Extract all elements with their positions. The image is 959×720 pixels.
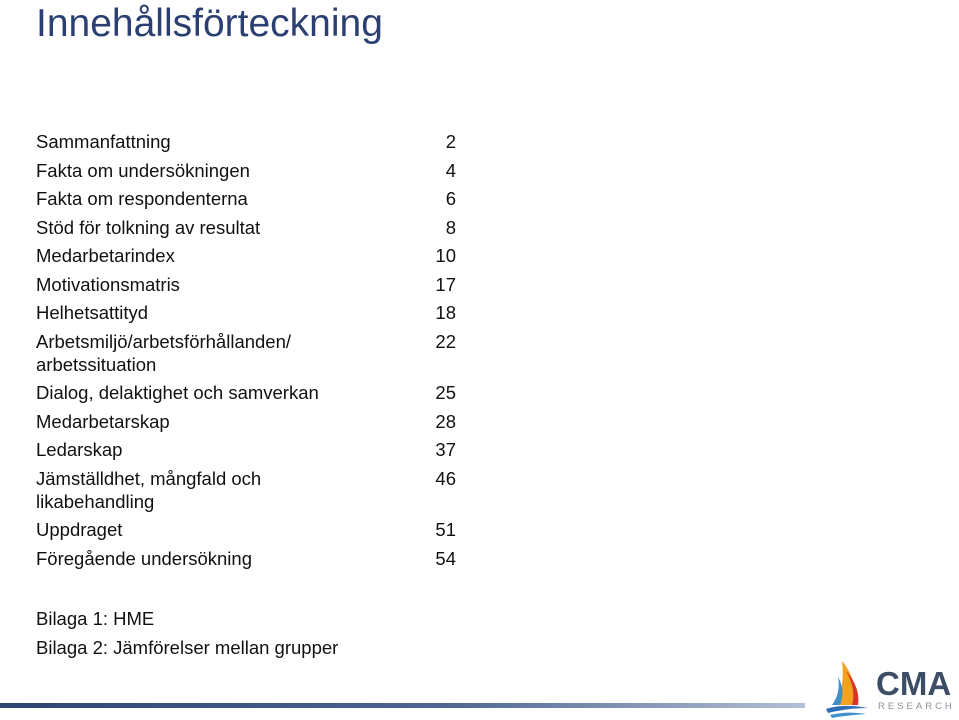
appendix-item: Bilaga 2: Jämförelser mellan grupper [36,637,339,658]
footer-bar [0,703,805,708]
toc-entry-page: 22 [435,330,456,352]
toc-entry-page: 2 [445,131,456,152]
toc-entry-page: 46 [435,467,456,489]
toc-entry [36,216,456,239]
appendix-list [36,607,338,665]
toc-entry-label: Medarbetarindex [36,245,175,266]
logo-wordmark: CMA [876,665,952,702]
toc-entry-page: 6 [445,188,456,209]
toc-entry-label: Ledarskap [36,439,123,460]
toc-entry-page: 10 [435,245,456,266]
toc-entry [36,438,456,461]
toc-entry-page: 25 [435,382,456,403]
toc-entry-label: Sammanfattning [36,131,171,152]
toc-entry-page: 8 [445,216,456,238]
page-title: Innehållsförteckning [36,2,383,45]
logo-subtitle: RESEARCH [878,701,955,712]
toc-entry-page: 4 [445,159,456,181]
toc-entry-label: Fakta om undersökningen [36,159,250,181]
toc-entry-label: Föregående undersökning [36,547,252,569]
table-of-contents [36,130,456,575]
toc-entry-label: Motivationsmatris [36,273,180,295]
toc-entry [36,130,456,153]
toc-entry [36,410,456,433]
toc-entry [36,273,456,296]
toc-entry-label: Medarbetarskap [36,410,170,432]
toc-entry-page: 51 [435,519,456,540]
sailboat-icon [822,655,876,720]
toc-entry [36,187,456,210]
toc-entry [36,330,456,376]
toc-entry-page: 54 [435,547,456,569]
toc-entry [36,381,456,404]
toc-entry-label: Dialog, delaktighet och samverkan [36,382,319,403]
toc-entry-label: Arbetsmiljö/arbetsförhållanden/ arbetssituation [36,330,292,375]
toc-entry-label: Jämställdhet, mångfald och likabehandling [36,467,262,512]
toc-entry [36,301,456,324]
toc-entry [36,518,456,541]
appendix-item: Bilaga 1: HME [36,608,155,629]
toc-entry-label: Uppdraget [36,519,123,540]
toc-entry [36,467,456,513]
toc-entry-label: Stöd för tolkning av resultat [36,216,261,238]
toc-entry [36,244,456,267]
toc-entry [36,547,456,570]
toc-entry-page: 18 [435,302,456,323]
toc-entry-label: Fakta om respondenterna [36,188,248,209]
toc-entry-label: Helhetsattityd [36,302,149,323]
toc-entry-page: 37 [435,439,456,460]
toc-entry-page: 17 [435,273,456,295]
company-logo [822,655,959,720]
toc-entry-page: 28 [435,410,456,432]
toc-entry [36,159,456,182]
